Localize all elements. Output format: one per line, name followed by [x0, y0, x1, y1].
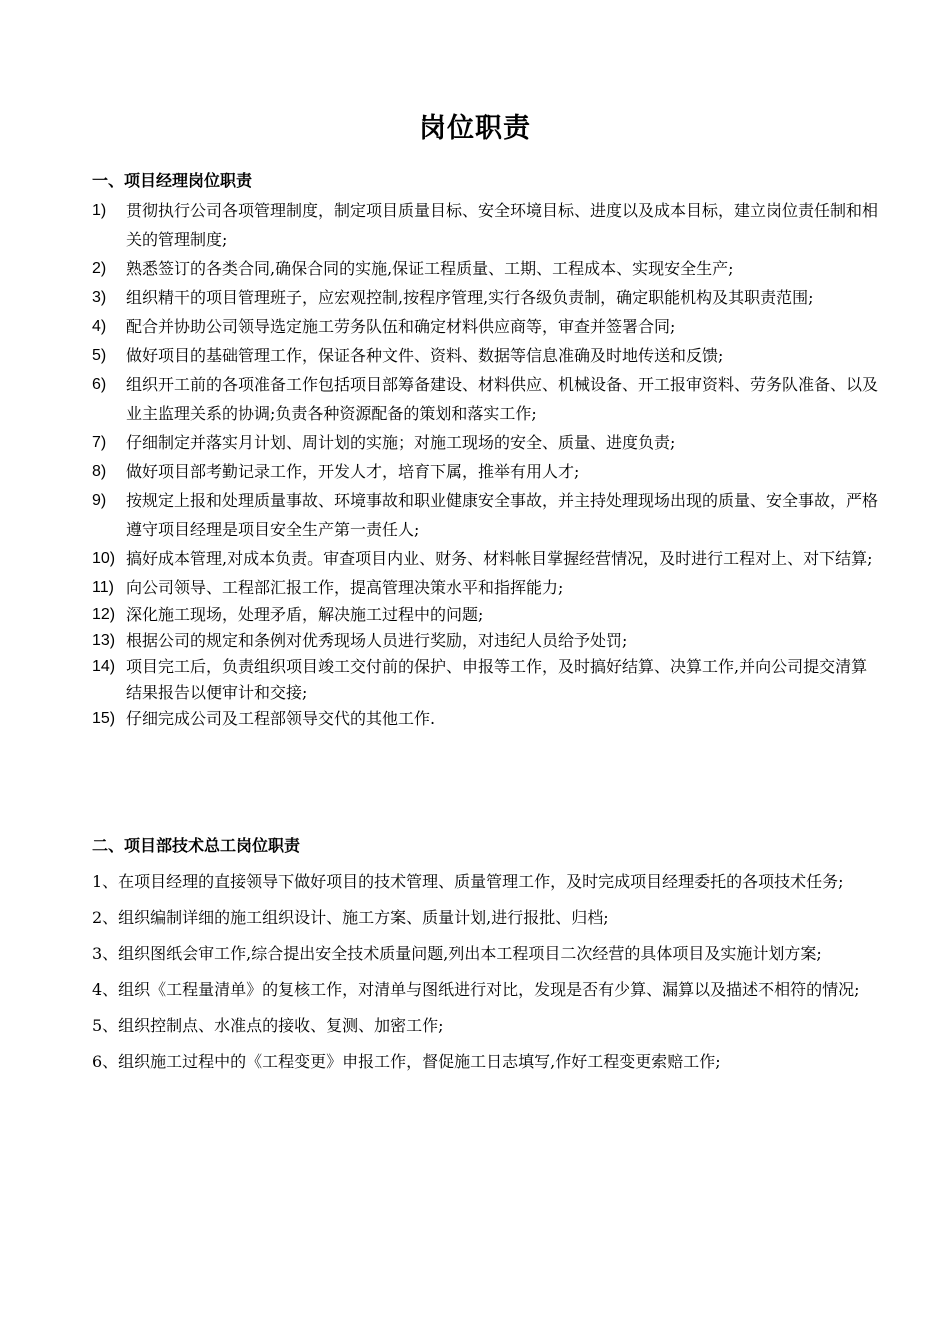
item-number: 2): [92, 260, 107, 277]
item-number: 10): [92, 550, 116, 567]
list-item: [92, 196, 882, 254]
item-number: 11): [92, 579, 114, 596]
list-item: [92, 312, 882, 341]
list-item: [92, 457, 882, 486]
item-text: 仔细制定并落实月计划、周计划的实施；对施工现场的安全、质量、进度负责;: [126, 433, 676, 452]
list-item: [92, 486, 882, 544]
list-item: 3、组织图纸会审工作,综合提出安全技术质量问题,列出本工程项目二次经营的具体项目及实施计划方案;: [92, 944, 822, 963]
item-text: 贯彻执行公司各项管理制度，制定项目质量目标、安全环境目标、进度以及成本目标，建立岗位责任制和相关的管理制度;: [126, 201, 879, 249]
list-item: [92, 341, 882, 370]
list-item: 1、在项目经理的直接领导下做好项目的技术管理、质量管理工作，及时完成项目经理委托的各项技术任务;: [92, 872, 844, 891]
list-item: [92, 654, 882, 706]
item-number: 6): [92, 376, 107, 393]
item-text: 做好项目部考勤记录工作，开发人才，培育下属，推举有用人才;: [126, 462, 580, 481]
list-item: 5、组织控制点、水准点的接收、复测、加密工作;: [92, 1016, 444, 1035]
item-number: 14): [92, 658, 116, 675]
list-item: [92, 283, 882, 312]
section-heading-technical-chief: 二、项目部技术总工岗位职责: [92, 836, 301, 855]
item-number: 7): [92, 434, 107, 451]
item-text: 按规定上报和处理质量事故、环境事故和职业健康安全事故，并主持处理现场出现的质量、安全事故，严格遵守项目经理是项目安全生产第一责任人;: [126, 491, 879, 539]
list-item: [92, 628, 882, 654]
list-item: [92, 254, 882, 283]
item-number: 15): [92, 710, 116, 727]
list-item: [92, 370, 882, 428]
page-title: 岗位职责: [419, 113, 531, 144]
list-item: 2、组织编制详细的施工组织设计、施工方案、质量计划,进行报批、归档;: [92, 908, 609, 927]
item-text: 根据公司的规定和条例对优秀现场人员进行奖励，对违纪人员给予处罚;: [126, 631, 628, 650]
list-item: [92, 706, 882, 732]
item-text: 组织精干的项目管理班子，应宏观控制,按程序管理,实行各级负责制，确定职能机构及其职责范围;: [126, 288, 814, 307]
item-text: 向公司领导、工程部汇报工作，提高管理决策水平和指挥能力;: [126, 578, 564, 597]
item-number: 8): [92, 463, 107, 480]
item-text: 熟悉签订的各类合同,确保合同的实施,保证工程质量、工期、工程成本、实现安全生产;: [126, 259, 734, 278]
item-number: 3): [92, 289, 107, 306]
list-item: [92, 428, 882, 457]
item-number: 12): [92, 606, 116, 623]
item-text: 项目完工后，负责组织项目竣工交付前的保护、申报等工作，及时搞好结算、决算工作,并向公司提交清算结果报告以便审计和交接;: [126, 657, 868, 702]
item-number: 13): [92, 632, 116, 649]
item-number: 4): [92, 318, 107, 335]
list-item: [92, 544, 882, 573]
item-text: 深化施工现场，处理矛盾，解决施工过程中的问题;: [126, 605, 484, 624]
list-item: 4、组织《工程量清单》的复核工作，对清单与图纸进行对比，发现是否有少算、漏算以及描述不相符的情况;: [92, 980, 860, 999]
project-manager-duties-list: [92, 196, 882, 732]
item-text: 搞好成本管理,对成本负责。审查项目内业、财务、材料帐目掌握经营情况，及时进行工程对上、对下结算;: [126, 549, 873, 568]
list-item: [92, 602, 882, 628]
item-text: 组织开工前的各项准备工作包括项目部筹备建设、材料供应、机械设备、开工报审资料、劳务队准备、以及业主监理关系的协调;负责各种资源配备的策划和落实工作;: [126, 375, 879, 423]
list-item: [92, 573, 882, 602]
technical-chief-duties-list: [92, 864, 882, 1080]
item-number: 1): [92, 202, 107, 219]
list-item: 6、组织施工过程中的《工程变更》申报工作，督促施工日志填写,作好工程变更索赔工作;: [92, 1052, 721, 1071]
item-number: 9): [92, 492, 107, 509]
item-number: 5): [92, 347, 107, 364]
item-text: 做好项目的基础管理工作，保证各种文件、资料、数据等信息准确及时地传送和反馈;: [126, 346, 724, 365]
section-heading-project-manager: 一、项目经理岗位职责: [92, 171, 253, 190]
item-text: 仔细完成公司及工程部领导交代的其他工作.: [126, 709, 436, 728]
item-text: 配合并协助公司领导选定施工劳务队伍和确定材料供应商等，审查并签署合同;: [126, 317, 676, 336]
